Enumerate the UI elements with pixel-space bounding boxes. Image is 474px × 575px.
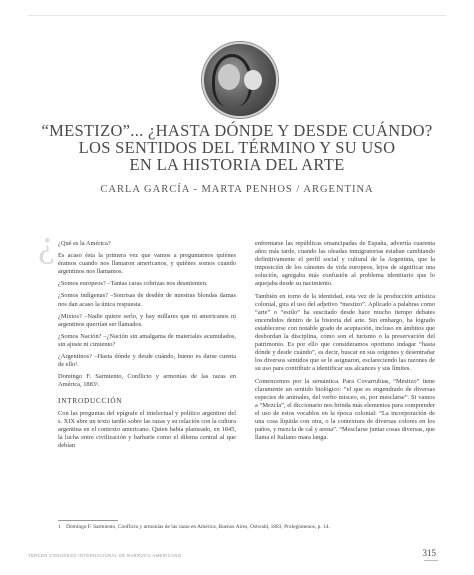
right-column [255, 240, 435, 446]
page-number: 315 [422, 548, 436, 558]
running-footer: TERCER CONGRESO INTERNACIONAL DE BARROCO AMERICANO [28, 553, 182, 558]
madonna-medallion-image [202, 42, 278, 118]
epigraph-paragraph: ¿Argentinos? –Hasta dónde y desde cuándo, bueno es darse cuenta de ello¹. [58, 353, 236, 369]
page-number-rule [424, 560, 438, 561]
article-authors: CARLA GARCÍA - MARTA PENHOS / ARGENTINA [100, 184, 374, 195]
epigraph-paragraph: ¿Mixtos? –Nadie quiere serlo, y hay millares que ni americanos ni argentinos querrían ser llamados. [58, 312, 236, 328]
title-line-1: “MESTIZO”... ¿HASTA DÓNDE Y DESDE CUÁNDO? [41, 121, 433, 140]
body-paragraph: enfrentarse las repúblicas emancipadas de España, advertía cuarenta años más tarde, cuando las oleadas inmigratorias estaban cambiando definitivamente el perfil social y cultural de la Argentina, que la imposición de los cánones de vida europeos, lejos de significar una solución, agregaba más confusión al problema identitario que lo aquejaba desde su nacimiento. [255, 240, 435, 288]
decorative-quote-mark: ¿ [38, 223, 55, 265]
title-line-2: LOS SENTIDOS DEL TÉRMINO Y SU USO [78, 138, 396, 157]
title-line-3: EN LA HISTORIA DEL ARTE [129, 155, 345, 174]
footnote [58, 524, 428, 530]
footnote-rule [58, 520, 118, 521]
epigraph-paragraph: ¿Somos Nación? –¿Nación sin amalgama de materiales acumulados, sin ajuste ni cimiento? [58, 332, 236, 348]
footnote-number: 1 [58, 524, 61, 530]
epigraph-paragraph: ¿Qué es la América? [58, 240, 111, 247]
article-title [30, 122, 444, 173]
intro-paragraph: Con las preguntas del epígrafe el intelectual y político argentino del s. XIX abre un texto tardío sobre las razas y su relación con la cultura argentina en el contexto americano. Quien había planteado, en 1845, la lucha entre civilización y barbarie como el dilema central al que debían [58, 409, 236, 449]
left-column [58, 240, 236, 454]
epigraph-paragraph: ¿Somos indígenas? –Sonrisas de desdén de nuestras blondas damas nos dan acaso la única respuesta. [58, 292, 236, 308]
top-rule [28, 15, 446, 16]
footnote-text: Domingo F. Sarmiento, Conflicto y armonías de las razas en América, Buenos Aires, Ostwald, 1883, Prolegómenos, p. 14. [66, 524, 330, 530]
medallion-child-face [244, 70, 262, 90]
epigraph-paragraph: Es acaso ésta la primera vez que vamos a preguntarnos quiénes éramos cuando nos llamaron americanos, y quiénes somos cuando argentinos nos llamamos. [58, 252, 236, 276]
epigraph-attribution: Domingo F. Sarmiento, Conflicto y armonías de las razas en América, 1883¹. [58, 373, 236, 389]
medallion-madonna-face [218, 64, 240, 90]
body-paragraph: También en torno de la identidad, esta vez de la producción artística colonial, gira el uso del adjetivo “mestizo”. Aplicado a palabras como “arte” o “estilo” ha suscitado desde hace mucho tiempo debates encendidos dentro de la historia del arte. Sin embargo, ha logrado establecerse con notable grado de aceptación, incluso en ámbitos que desbordan la disciplina, como son el turismo o la preservación del patrimonio. Es por ello que consideramos oportuno indagar “hasta dónde y desde cuándo”, es decir, buscar en sus orígenes y desentrañar los diversos sentidos que se le asignaron, esclareciendo las razones de su uso para contribuir a identificar sus alcances y sus límites. [255, 292, 435, 373]
body-paragraph: Comencemos por la semántica. Para Covarrubias, “Mestizo” tiene claramente un sentido biológico: “el que es engendrado de diversas especies de animales, del verbo misceo, es, por mesclarse”. Si vamos a “Mezcla”, el diccionario nos brinda más elementos para comprender el uso de estos vocablos en la época colonial: “La incorporación de una cosa líquida con otra, o la contextura de diversas colores en los paños, y mezcla de cal y arena”. “Mesclarse juntar cosas diversas, que llama el Italiano mara langa. [255, 377, 435, 442]
section-heading: INTRODUCCIÓN [58, 397, 123, 406]
epigraph-paragraph: ¿Somos europeos? –Tantas caras cobrizas nos desmienten. [58, 280, 208, 288]
